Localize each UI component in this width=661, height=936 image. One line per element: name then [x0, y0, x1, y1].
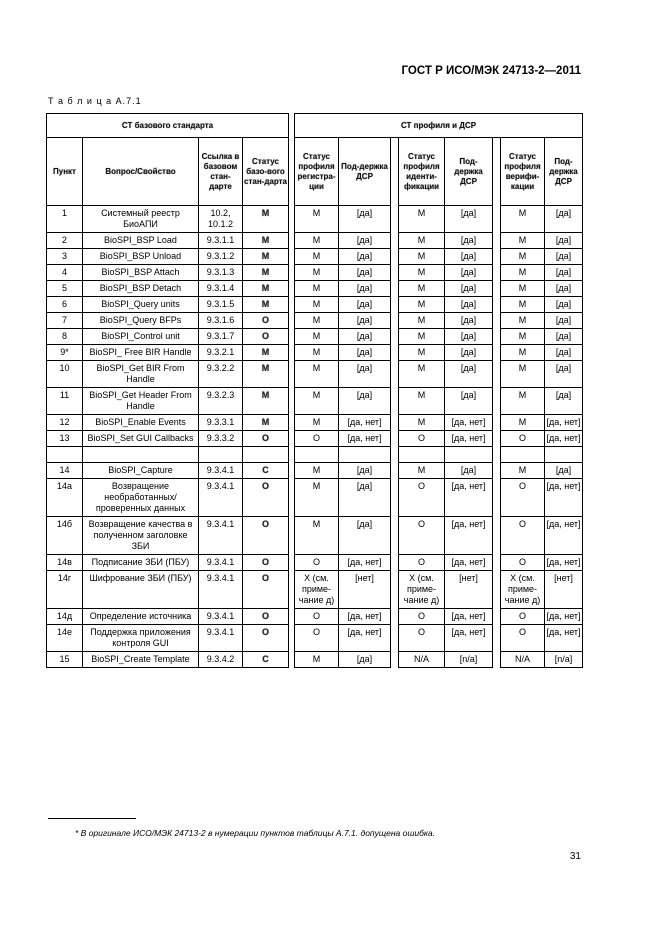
cell-question: BioSPI_Enable Events	[83, 415, 199, 431]
table-row	[47, 517, 583, 555]
cell-item: 14a	[47, 479, 83, 517]
cell-id-support: [да]	[445, 249, 493, 265]
cell-reg-support: [да]	[339, 345, 391, 361]
cell-id-status: M	[399, 463, 445, 479]
cell-ref: 9.3.4.1	[199, 555, 243, 571]
table-row	[47, 571, 583, 609]
cell-reg-status: M	[295, 265, 339, 281]
cell-ref: 9.3.1.7	[199, 329, 243, 345]
col-header-ref: Ссылка в базовом стан-дарте	[199, 138, 243, 206]
cell-ver-status: M	[501, 361, 545, 388]
cell-ref: 9.3.1.3	[199, 265, 243, 281]
cell-reg-support: [да]	[339, 329, 391, 345]
col-header-status: Статус базо-вого стан-дарта	[243, 138, 289, 206]
cell-reg-status: M	[295, 479, 339, 517]
cell-reg-status: M	[295, 415, 339, 431]
cell-item: 7	[47, 313, 83, 329]
table-row	[47, 609, 583, 625]
cell-ver-status: M	[501, 463, 545, 479]
cell-ref: 9.3.4.1	[199, 479, 243, 517]
cell-ver-status: M	[501, 233, 545, 249]
cell-id-status: M	[399, 265, 445, 281]
cell-item: 14в	[47, 555, 83, 571]
cell-question: Возвращение качества в полученном заголовке ЗБИ	[83, 517, 199, 555]
table-row	[47, 345, 583, 361]
cell-ver-support: [да, нет]	[545, 555, 583, 571]
cell-question: BioSPI_Create Template	[83, 652, 199, 668]
cell-id-support: [да, нет]	[445, 431, 493, 447]
cell-reg-status: M	[295, 517, 339, 555]
cell-status: C	[243, 652, 289, 668]
table-row	[47, 555, 583, 571]
cell-status: M	[243, 345, 289, 361]
cell-reg-support: [да]	[339, 517, 391, 555]
cell-item: 15	[47, 652, 83, 668]
cell-item: 8	[47, 329, 83, 345]
cell-ver-support: [да, нет]	[545, 625, 583, 652]
cell-id-status: M	[399, 313, 445, 329]
cell-ver-status: M	[501, 313, 545, 329]
table-row	[47, 361, 583, 388]
table-row	[47, 313, 583, 329]
cell-id-status: M	[399, 415, 445, 431]
cell-id-support: [да, нет]	[445, 479, 493, 517]
cell-ver-status: M	[501, 249, 545, 265]
cell-ver-status: X (см. приме-чание д)	[501, 571, 545, 609]
cell-ver-support: [да]	[545, 345, 583, 361]
cell-ver-support: [да, нет]	[545, 609, 583, 625]
cell-question: BioSPI_BSP Detach	[83, 281, 199, 297]
cell-reg-support: [да]	[339, 206, 391, 233]
cell-ver-support: [да]	[545, 388, 583, 415]
cell-ver-status: M	[501, 297, 545, 313]
cell-reg-support: [да]	[339, 281, 391, 297]
cell-id-support: [да, нет]	[445, 517, 493, 555]
cell-id-support: [да]	[445, 388, 493, 415]
footnote-rule	[48, 818, 136, 819]
col-header-id-status: Статус профиля иденти-фикации	[399, 138, 445, 206]
cell-item: 6	[47, 297, 83, 313]
table-row	[47, 233, 583, 249]
footnote: * В оригинале ИСО/МЭК 24713-2 в нумерации пунктов таблицы А.7.1. допущена ошибка.	[75, 828, 435, 838]
cell-item: 2	[47, 233, 83, 249]
cell-id-status: M	[399, 329, 445, 345]
cell-item	[47, 447, 83, 463]
cell-question: BioSPI_ Free BIR Handle	[83, 345, 199, 361]
cell-status: O	[243, 431, 289, 447]
cell-reg-support: [да]	[339, 463, 391, 479]
cell-reg-status: M	[295, 329, 339, 345]
cell-question: BioSPI_BSP Load	[83, 233, 199, 249]
cell-status: M	[243, 281, 289, 297]
cell-reg-support: [да, нет]	[339, 431, 391, 447]
cell-reg-status: M	[295, 463, 339, 479]
cell-reg-status: O	[295, 625, 339, 652]
cell-ref	[199, 447, 243, 463]
cell-id-support: [да]	[445, 345, 493, 361]
cell-ref: 9.3.2.3	[199, 388, 243, 415]
cell-id-status: O	[399, 555, 445, 571]
cell-question: BioSPI_Get BIR From Handle	[83, 361, 199, 388]
cell-id-status: M	[399, 249, 445, 265]
cell-id-status	[399, 447, 445, 463]
cell-ver-status: N/A	[501, 652, 545, 668]
cell-question: Шифрование ЗБИ (ПБУ)	[83, 571, 199, 609]
cell-ver-status: O	[501, 479, 545, 517]
cell-reg-status: O	[295, 555, 339, 571]
cell-ref: 9.3.1.5	[199, 297, 243, 313]
cell-id-support: [да]	[445, 265, 493, 281]
cell-ver-support: [да, нет]	[545, 415, 583, 431]
col-header-ver-status: Статус профиля верифи-кации	[501, 138, 545, 206]
cell-item: 10	[47, 361, 83, 388]
cell-status: O	[243, 517, 289, 555]
cell-reg-support: [да]	[339, 388, 391, 415]
cell-id-support: [да]	[445, 206, 493, 233]
cell-status: O	[243, 609, 289, 625]
cell-question: Определение источника	[83, 609, 199, 625]
cell-ver-support: [да]	[545, 249, 583, 265]
table-row	[47, 415, 583, 431]
cell-status: M	[243, 415, 289, 431]
cell-ref: 10.2, 10.1.2	[199, 206, 243, 233]
table-row	[47, 388, 583, 415]
cell-ver-status: O	[501, 555, 545, 571]
table-row	[47, 431, 583, 447]
cell-ver-support: [да, нет]	[545, 517, 583, 555]
cell-ver-status: O	[501, 625, 545, 652]
cell-status: M	[243, 249, 289, 265]
cell-ver-support: [да]	[545, 281, 583, 297]
cell-ver-support: [да]	[545, 297, 583, 313]
cell-ref: 9.3.3.1	[199, 415, 243, 431]
cell-status: O	[243, 625, 289, 652]
cell-status: M	[243, 265, 289, 281]
cell-reg-status	[295, 447, 339, 463]
cell-ver-status: M	[501, 206, 545, 233]
cell-status: O	[243, 555, 289, 571]
cell-question: Системный реестр БиоАПИ	[83, 206, 199, 233]
cell-ref: 9.3.4.1	[199, 571, 243, 609]
cell-question: Возвращение необработанных/ проверенных данных	[83, 479, 199, 517]
cell-reg-status: M	[295, 313, 339, 329]
cell-reg-status: O	[295, 609, 339, 625]
cell-status	[243, 447, 289, 463]
cell-item: 9*	[47, 345, 83, 361]
cell-ver-support: [нет]	[545, 571, 583, 609]
table-row	[47, 206, 583, 233]
cell-id-status: M	[399, 233, 445, 249]
cell-reg-support: [да, нет]	[339, 625, 391, 652]
cell-ref: 9.3.4.2	[199, 652, 243, 668]
cell-ver-support: [да]	[545, 233, 583, 249]
cell-question: BioSPI_Get Header From Handle	[83, 388, 199, 415]
cell-status: M	[243, 361, 289, 388]
cell-id-status: O	[399, 431, 445, 447]
cell-status: C	[243, 463, 289, 479]
cell-id-status: M	[399, 206, 445, 233]
cell-id-support: [да, нет]	[445, 555, 493, 571]
cell-id-support	[445, 447, 493, 463]
cell-id-status: M	[399, 361, 445, 388]
cell-question: BioSPI_Query BFPs	[83, 313, 199, 329]
table-row	[47, 297, 583, 313]
cell-item: 14б	[47, 517, 83, 555]
cell-ref: 9.3.1.4	[199, 281, 243, 297]
table-row	[47, 625, 583, 652]
cell-id-support: [да]	[445, 463, 493, 479]
cell-id-status: O	[399, 479, 445, 517]
cell-id-support: [да]	[445, 233, 493, 249]
cell-ver-status: M	[501, 329, 545, 345]
cell-status: M	[243, 388, 289, 415]
cell-question: BioSPI_Capture	[83, 463, 199, 479]
cell-reg-support: [да]	[339, 265, 391, 281]
cell-id-status: O	[399, 625, 445, 652]
page-number: 31	[569, 851, 581, 862]
cell-reg-status: X (см. приме-чание д)	[295, 571, 339, 609]
cell-item: 1	[47, 206, 83, 233]
cell-item: 14	[47, 463, 83, 479]
cell-reg-support: [да]	[339, 249, 391, 265]
cell-item: 14е	[47, 625, 83, 652]
cell-status: O	[243, 571, 289, 609]
cell-ref: 9.3.4.1	[199, 517, 243, 555]
table-row	[47, 479, 583, 517]
cell-item: 13	[47, 431, 83, 447]
cell-reg-support	[339, 447, 391, 463]
conformance-table	[46, 113, 583, 668]
table-row-empty	[47, 447, 583, 463]
cell-status: O	[243, 313, 289, 329]
cell-id-status: M	[399, 297, 445, 313]
cell-ver-status: M	[501, 265, 545, 281]
cell-question: Подписание ЗБИ (ПБУ)	[83, 555, 199, 571]
cell-ver-status: M	[501, 415, 545, 431]
cell-id-support: [да, нет]	[445, 625, 493, 652]
cell-status: O	[243, 329, 289, 345]
cell-ref: 9.3.4.1	[199, 625, 243, 652]
col-header-item: Пункт	[47, 138, 83, 206]
cell-reg-support: [да]	[339, 313, 391, 329]
cell-reg-support: [да, нет]	[339, 415, 391, 431]
group-header-profile: СТ профиля и ДСР	[295, 114, 583, 138]
cell-status: M	[243, 206, 289, 233]
cell-item: 4	[47, 265, 83, 281]
cell-ref: 9.3.3.2	[199, 431, 243, 447]
cell-ver-support: [да, нет]	[545, 479, 583, 517]
col-header-ver-support: Под-держка ДСР	[545, 138, 583, 206]
cell-reg-status: M	[295, 652, 339, 668]
col-header-reg-status: Статус профиля регистра-ции	[295, 138, 339, 206]
cell-reg-support: [да]	[339, 479, 391, 517]
col-header-question: Вопрос/Свойство	[83, 138, 199, 206]
cell-id-status: O	[399, 517, 445, 555]
cell-ref: 9.3.2.2	[199, 361, 243, 388]
cell-item: 14г	[47, 571, 83, 609]
cell-ref: 9.3.1.6	[199, 313, 243, 329]
cell-ref: 9.3.4.1	[199, 609, 243, 625]
cell-id-support: [n/a]	[445, 652, 493, 668]
cell-ver-support: [да]	[545, 313, 583, 329]
document-header: ГОСТ Р ИСО/МЭК 24713-2—2011	[401, 65, 581, 77]
cell-reg-status: M	[295, 249, 339, 265]
cell-question: BioSPI_Query units	[83, 297, 199, 313]
table-row	[47, 652, 583, 668]
cell-id-status: M	[399, 345, 445, 361]
cell-reg-support: [да, нет]	[339, 609, 391, 625]
cell-reg-status: M	[295, 281, 339, 297]
cell-id-support: [да, нет]	[445, 609, 493, 625]
col-header-id-support: Под-держка ДСР	[445, 138, 493, 206]
table-caption: Т а б л и ц а А.7.1	[48, 96, 142, 106]
cell-id-status: X (см. приме-чание д)	[399, 571, 445, 609]
cell-reg-support: [да]	[339, 361, 391, 388]
cell-ref: 9.3.1.1	[199, 233, 243, 249]
cell-question: BioSPI_Control unit	[83, 329, 199, 345]
col-header-reg-support: Под-держка ДСР	[339, 138, 391, 206]
cell-ref: 9.3.4.1	[199, 463, 243, 479]
cell-ver-support: [да]	[545, 463, 583, 479]
cell-ver-support: [да]	[545, 206, 583, 233]
cell-status: M	[243, 233, 289, 249]
cell-status: M	[243, 297, 289, 313]
cell-id-support: [да]	[445, 361, 493, 388]
cell-reg-status: M	[295, 206, 339, 233]
cell-item: 5	[47, 281, 83, 297]
table-row	[47, 463, 583, 479]
cell-ref: 9.3.1.2	[199, 249, 243, 265]
table-row	[47, 265, 583, 281]
cell-reg-status: M	[295, 361, 339, 388]
cell-ver-support: [да]	[545, 361, 583, 388]
cell-ver-support: [да, нет]	[545, 431, 583, 447]
cell-reg-status: O	[295, 431, 339, 447]
cell-question: BioSPI_Set GUI Callbacks	[83, 431, 199, 447]
table-row	[47, 249, 583, 265]
cell-ver-status	[501, 447, 545, 463]
cell-reg-support: [да]	[339, 652, 391, 668]
cell-reg-status: M	[295, 345, 339, 361]
cell-reg-status: M	[295, 233, 339, 249]
cell-id-support: [да]	[445, 281, 493, 297]
cell-reg-support: [да]	[339, 297, 391, 313]
cell-id-support: [нет]	[445, 571, 493, 609]
table-row	[47, 329, 583, 345]
cell-ver-status: O	[501, 431, 545, 447]
cell-item: 12	[47, 415, 83, 431]
cell-id-support: [да]	[445, 313, 493, 329]
cell-ver-status: O	[501, 609, 545, 625]
cell-question	[83, 447, 199, 463]
cell-item: 11	[47, 388, 83, 415]
cell-item: 14д	[47, 609, 83, 625]
cell-reg-status: M	[295, 297, 339, 313]
cell-id-status: O	[399, 609, 445, 625]
cell-ref: 9.3.2.1	[199, 345, 243, 361]
cell-ver-status: M	[501, 388, 545, 415]
cell-reg-support: [да]	[339, 233, 391, 249]
cell-ver-support: [да]	[545, 329, 583, 345]
cell-reg-status: M	[295, 388, 339, 415]
cell-id-status: N/A	[399, 652, 445, 668]
cell-reg-support: [нет]	[339, 571, 391, 609]
cell-ver-support: [да]	[545, 265, 583, 281]
table-row	[47, 281, 583, 297]
cell-id-status: M	[399, 281, 445, 297]
cell-status: O	[243, 479, 289, 517]
cell-ver-status: M	[501, 281, 545, 297]
cell-ver-support	[545, 447, 583, 463]
cell-id-support: [да]	[445, 297, 493, 313]
cell-id-support: [да]	[445, 329, 493, 345]
cell-item: 3	[47, 249, 83, 265]
cell-reg-support: [да, нет]	[339, 555, 391, 571]
cell-ver-status: M	[501, 345, 545, 361]
cell-id-support: [да, нет]	[445, 415, 493, 431]
cell-question: BioSPI_BSP Unload	[83, 249, 199, 265]
group-header-base: СТ базового стандарта	[47, 114, 289, 138]
cell-id-status: M	[399, 388, 445, 415]
cell-ver-support: [n/a]	[545, 652, 583, 668]
cell-question: BioSPI_BSP Attach	[83, 265, 199, 281]
cell-question: Поддержка приложения контроля GUI	[83, 625, 199, 652]
cell-ver-status: O	[501, 517, 545, 555]
